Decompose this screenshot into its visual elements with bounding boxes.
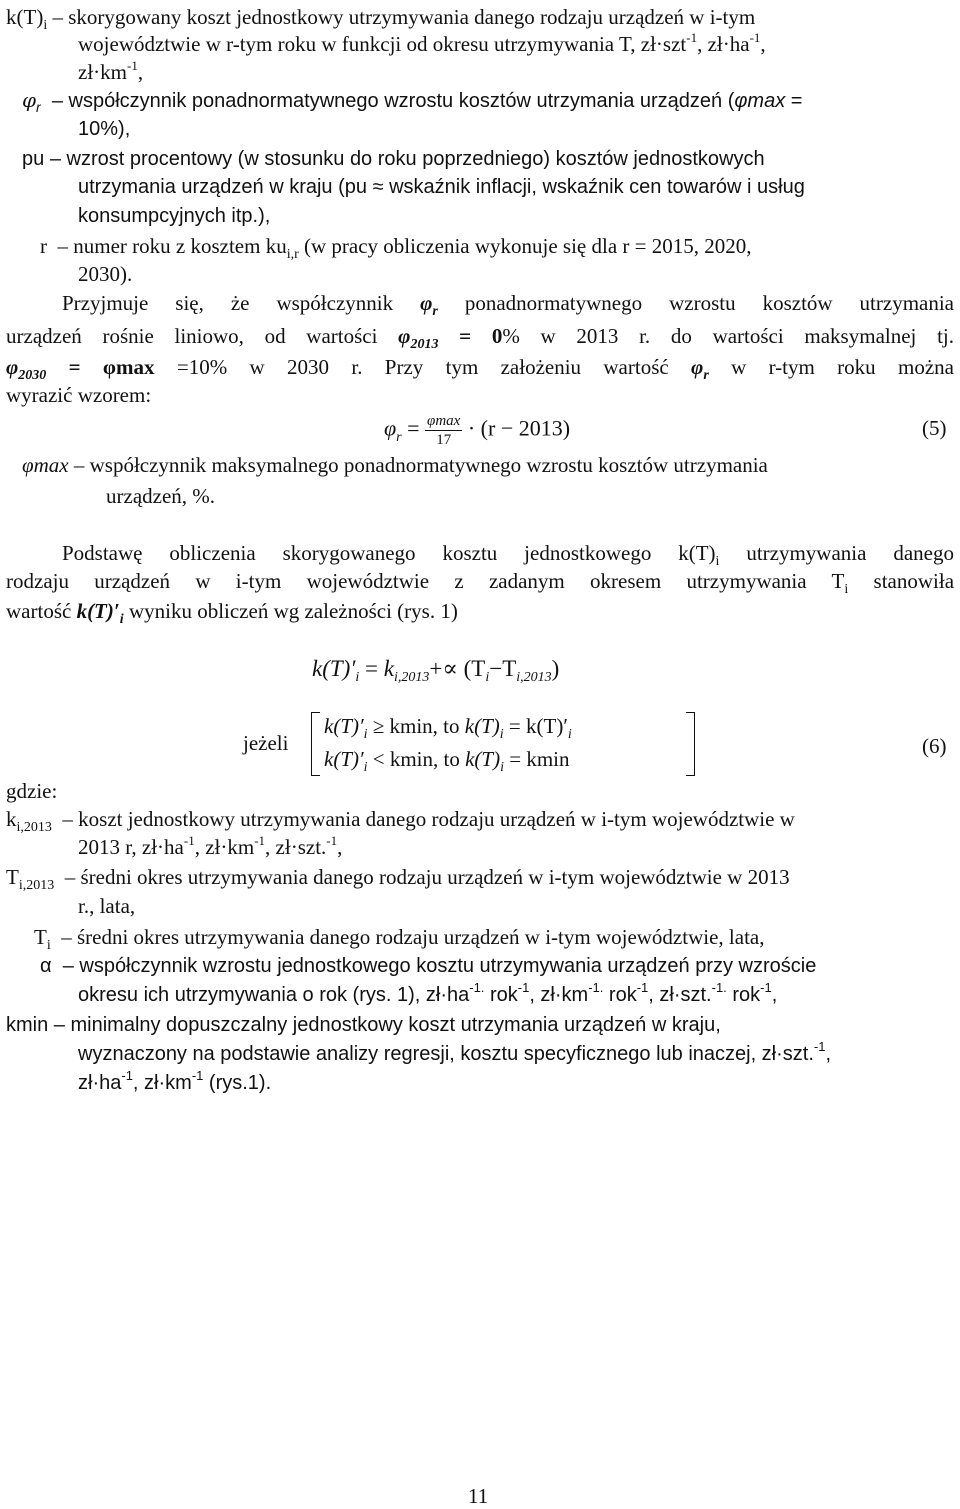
page-number: 11 (468, 1484, 489, 1508)
def-ki2013-cont: 2013 r, $zł\cdot ha^{-1}$, $zł\cdot km^{-1}$, zł·szt.$^{-1}$, (78, 833, 343, 859)
equation-6-jezeli: jeżeli (243, 731, 289, 755)
def-kmin-cont: wyznaczony na podstawie analizy regresji, kosztu specyficznego lub inaczej, zł·szt.$^{-1}$, (78, 1039, 832, 1065)
left-bracket (311, 712, 320, 776)
def-kmin: kmin – minimalny dopuszczalny jednostkowy koszt utrzymania urządzeń w kraju, (6, 1014, 721, 1036)
equation-6-row1: $k(T)'_i \ge kmin$, to $k(T)_i = k(T)'_i$ (324, 714, 572, 742)
def-symbol: k(T) (6, 5, 44, 29)
def-pu-cont: utrzymania urządzeń w kraju (pu ≈ wskaźnik inflacji, wskaźnik cen towarów i usług (78, 176, 805, 198)
equation-6-label: (6) (922, 734, 947, 758)
equation-5-label: (5) (922, 416, 947, 440)
equation-5: $\varphi_r$ = $\frac{\varphi\max}{17}$ · (r − 2013) (384, 413, 571, 448)
paragraph1-line3: $\varphi_{2030} = \varphi\max =10\%$ w 2030 r. Przy tym założeniu wartość $\varphi_r$ w r-tym roku można (6, 355, 954, 383)
def-phir: $\varphi_r$ – współczynnik ponadnormatywnego wzrostu kosztów utrzymania urządzeń (φmax = (22, 88, 803, 115)
def-pu: pu – wzrost procentowy (w stosunku do roku poprzedniego) kosztów jednostkowych (22, 148, 765, 170)
right-bracket (686, 712, 695, 776)
def-r: r – numer roku z kosztem $ku_{i,r}$ (w pracy obliczenia wykonuje się dla r = 2015, 2020, (40, 234, 752, 262)
paragraph1-line4: wyrazić wzorem: (6, 383, 152, 407)
def-ti2013-cont: r., lata, (78, 894, 136, 918)
def-ki2013: $k_{i,2013}$ – koszt jednostkowy utrzymywania danego rodzaju urządzeń w i-tym województwie w (6, 807, 795, 835)
def-alpha: α – współczynnik wzrostu jednostkowego kosztu utrzymywania urządzeń przy wzroście (40, 955, 817, 977)
def-phimax: φmax – współczynnik maksymalnego ponadnormatywnego wzrostu kosztów utrzymania (22, 453, 768, 477)
def-kti-cont: województwie w r-tym roku w funkcji od okresu utrzymywania T, zł·szt$^{-1}$, $zł\cdot ha^{-1}$, (78, 30, 766, 56)
paragraph2-line2: rodzaju urządzeń w i-tym województwie z zadanym okresem utrzymywania $T_i$ stanowiła (6, 569, 955, 597)
def-phir-cont: 10%), (78, 118, 131, 140)
def-text: skorygowany koszt jednostkowy utrzymywania danego rodzaju urządzeń w i-tym (68, 5, 756, 29)
def-ti2013: $T_{i,2013}$ – średni okres utrzymywania danego rodzaju urządzeń w i-tym województwie w 2013 (6, 865, 790, 893)
def-phimax-cont: urządzeń, %. (106, 484, 216, 508)
gdzie-label: gdzie: (6, 779, 58, 803)
fraction: $\frac{\varphi\max}{17}$ (427, 413, 461, 448)
def-kti: $k(T)_i$ – skorygowany koszt jednostkowy utrzymywania danego rodzaju urządzeń w i-tym (6, 5, 756, 33)
def-kti-cont2: $zł\cdot km^{-1}$, (78, 58, 144, 84)
def-pu-cont2: konsumpcyjnych itp.), (78, 205, 271, 227)
def-ti: $T_i$ – średni okres utrzymywania danego rodzaju urządzeń w i-tym województwie, lata, (34, 925, 765, 953)
def-r-cont: 2030). (78, 262, 133, 286)
paragraph1-line1: Przyjmuje się, że współczynnik $\varphi_r$ ponadnormatywnego wzrostu kosztów utrzymania (62, 291, 955, 319)
def-kmin-cont2: $zł\cdot ha^{-1}$, $zł\cdot km^{-1}$ (rys.1). (78, 1068, 272, 1094)
paragraph2-line3: wartość $k(T)'_i$ wyniku obliczeń wg zależności (rys. 1) (6, 599, 458, 627)
def-alpha-cont: okresu ich utrzymywania o rok (rys. 1), $zł\cdot ha^{-1.}$ rok$^{-1}$, $zł\cdot km^{-1.}$ rok$^{-1}$, zł·szt.$^{-1.}$ rok$^{-1}$, (78, 980, 778, 1006)
equation-6-main: $k(T)'_i = k_{i,2013}+\propto (T_i-T_{i,2013})$ (312, 656, 560, 685)
equation-6-row2: $k(T)'_i < kmin$, to $k(T)_i = kmin$ (324, 747, 570, 775)
paragraph2-line1: Podstawę obliczenia skorygowanego kosztu jednostkowego $k(T)_i$ utrzymywania danego (62, 541, 954, 569)
paragraph1-line2: urządzeń rośnie liniowo, od wartości $\varphi_{2013} = 0\%$ w 2013 r. do wartości maksymalnej tj. (6, 324, 954, 352)
